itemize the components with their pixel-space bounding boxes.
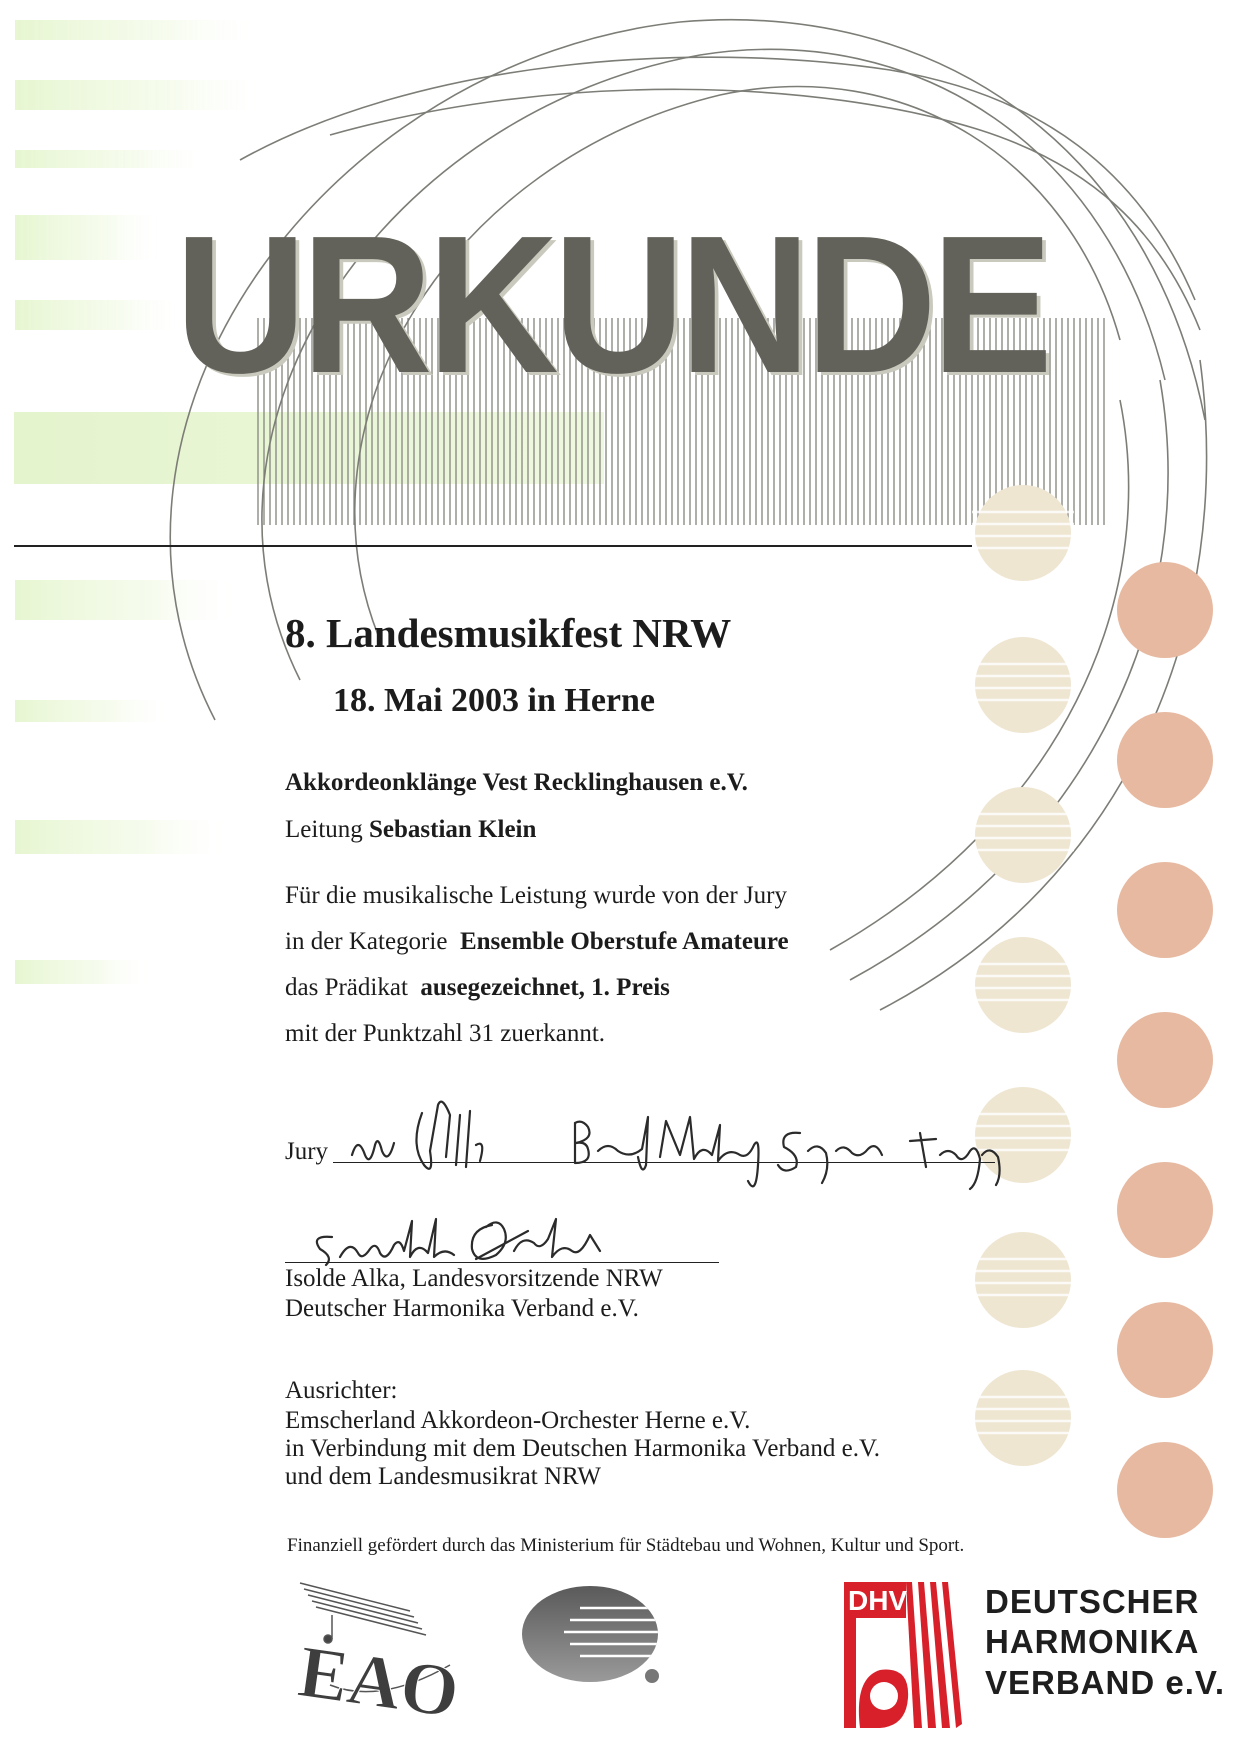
leader-name: Sebastian Klein — [369, 816, 537, 843]
ensemble-name: Akkordeonklänge Vest Recklinghausen e.V. — [285, 769, 748, 796]
dhv-text-line-3: VERBAND e.V. — [985, 1664, 1226, 1701]
event-name: 8. Landesmusikfest NRW — [285, 610, 732, 656]
category-prefix: in der Kategorie — [285, 928, 448, 955]
dhv-emblem-graphic — [840, 1578, 965, 1733]
decorative-circles — [975, 485, 1213, 1538]
dhv-text-line-2: HARMONIKA — [985, 1623, 1200, 1660]
statement-line-1: Für die musikalische Leistung wurde von der Jury — [285, 882, 787, 909]
funding-note: Finanziell gefördert durch das Ministerium für Städtebau und Wohnen, Kultur und Sport. — [287, 1535, 965, 1556]
dhv-text-line-1: DEUTSCHER — [985, 1583, 1200, 1620]
chair-name: Isolde Alka, Landesvorsitzende NRW — [285, 1265, 663, 1292]
dhv-badge-text: DHV — [848, 1585, 908, 1616]
chair-organization: Deutscher Harmonika Verband e.V. — [285, 1295, 639, 1322]
category-value: Ensemble Oberstufe Amateure — [459, 928, 789, 955]
certificate-title: URKUNDE — [175, 195, 1048, 414]
title-separator-rule — [14, 545, 972, 547]
leader-line — [285, 814, 536, 846]
ministry-oval-graphic — [520, 1578, 680, 1688]
ministry-oval-logo — [520, 1578, 680, 1688]
rating-value: ausegezeichnet, 1. Preis — [420, 974, 670, 1001]
organizer-line-3: und dem Landesmusikrat NRW — [285, 1463, 601, 1490]
score-line: mit der Punktzahl 31 zuerkannt. — [285, 1020, 606, 1047]
jury-label: Jury — [285, 1138, 329, 1165]
dhv-logo-emblem — [840, 1578, 965, 1733]
rating-line — [285, 972, 670, 1004]
organizer-line-2: in Verbindung mit dem Deutschen Harmonika Verband e.V. — [285, 1435, 881, 1462]
category-line — [285, 926, 789, 958]
organizer-line-1: Emscherland Akkordeon-Orchester Herne e.V. — [285, 1407, 751, 1434]
green-margin-blocks — [15, 20, 275, 984]
eao-logo — [290, 1575, 460, 1735]
jury-signatures-image — [330, 1085, 1010, 1205]
organizer-label: Ausrichter: — [285, 1377, 398, 1404]
eao-logo-letters: EAO — [293, 1630, 460, 1735]
leader-prefix: Leitung — [285, 816, 363, 843]
eao-logo-graphic — [290, 1575, 460, 1735]
rating-prefix: das Prädikat — [285, 974, 408, 1001]
event-date-place: 18. Mai 2003 in Herne — [333, 682, 656, 719]
